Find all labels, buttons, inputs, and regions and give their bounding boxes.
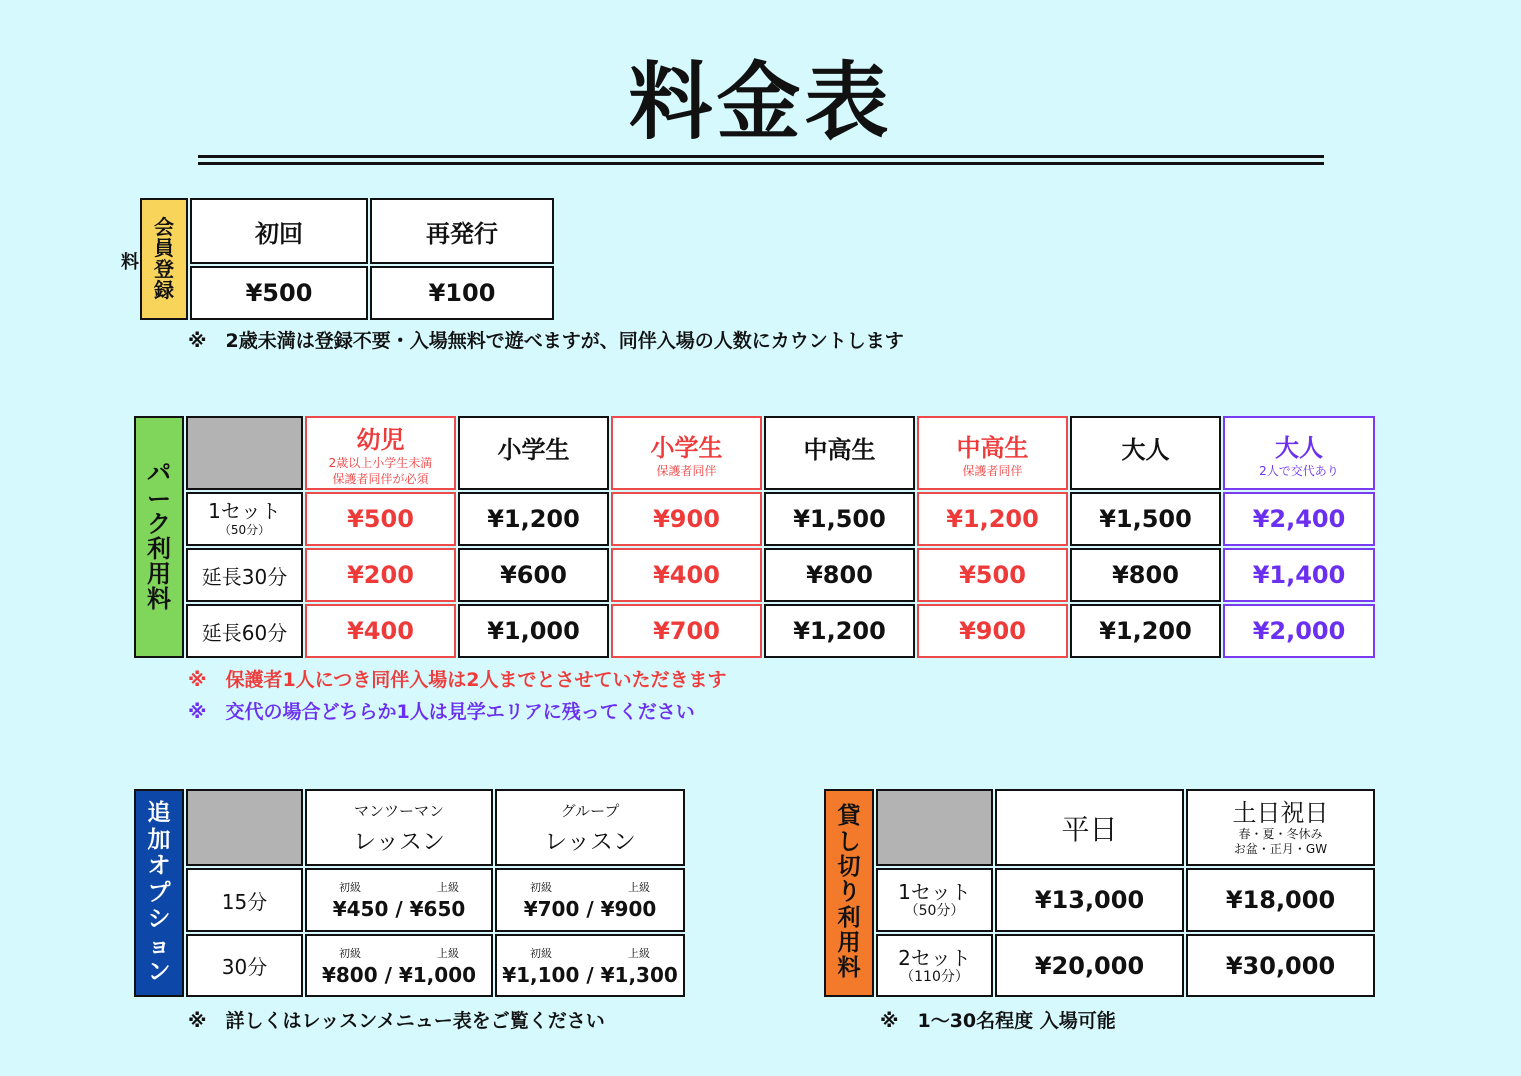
membership-side-label: [140, 198, 188, 320]
park-header-elementary-guardian: [611, 416, 762, 490]
options-price-private-30: [305, 934, 493, 997]
rental-corner-cell: [876, 789, 993, 866]
park-price: ¥800: [1070, 548, 1221, 602]
column-name: 幼児: [356, 425, 405, 454]
park-price: ¥1,200: [917, 492, 1068, 546]
options-header-group: [495, 789, 685, 866]
column-sub: 保護者同伴が必須: [332, 471, 429, 486]
column-name: 小学生: [650, 433, 723, 462]
park-price: ¥900: [917, 604, 1068, 658]
park-price: ¥1,000: [458, 604, 609, 658]
column-name: 大人: [1275, 433, 1323, 462]
park-price: ¥1,200: [458, 492, 609, 546]
side-char: 利: [147, 535, 171, 563]
row-label: 1セット: [208, 499, 281, 523]
park-price: ¥600: [458, 548, 609, 602]
options-header-private: [305, 789, 493, 866]
header-sub: お盆・正月・GW: [1233, 841, 1328, 856]
lesson-price: ¥1,100 / ¥1,300: [502, 962, 678, 987]
park-row-label-ext60: 延長60分: [186, 604, 303, 658]
rental-header-weekday: [995, 789, 1184, 866]
row-sub: （50分）: [904, 903, 965, 919]
park-price: ¥1,500: [1070, 492, 1221, 546]
column-sub: 2人で交代あり: [1259, 463, 1339, 478]
options-price-group-30: [495, 934, 685, 997]
side-char: 料: [147, 585, 171, 614]
lesson-price: ¥450 / ¥650: [332, 897, 466, 921]
column-sub: 保護者同伴: [962, 463, 1023, 478]
rental-header-holiday: [1186, 789, 1375, 866]
membership-note: ※ 2歳未満は登録不要・入場無料で遊べますが、同伴入場の人数にカウントします: [188, 330, 904, 352]
rental-row-label-2set: [876, 934, 993, 997]
options-price-private-15: [305, 868, 493, 932]
column-name: 中高生: [956, 433, 1029, 462]
column-name: 小学生: [497, 436, 570, 464]
level-low: 初級: [530, 881, 552, 894]
membership-price-reissue: ¥100: [370, 266, 554, 320]
side-char: 用: [837, 929, 861, 956]
park-corner-cell: [186, 416, 303, 490]
side-char: 追: [147, 800, 171, 827]
park-side-label: [134, 416, 184, 658]
park-price: ¥2,000: [1223, 604, 1375, 658]
side-char: 料: [837, 955, 861, 982]
column-sub: 2歳以上小学生未満: [328, 455, 433, 470]
header-sub: マンツーマン: [353, 801, 444, 820]
header-name: レッスン: [353, 828, 445, 855]
park-header-elementary: [458, 416, 609, 490]
header-name: 平日: [1061, 812, 1118, 846]
side-char: プ: [147, 879, 171, 906]
park-price: ¥400: [611, 548, 762, 602]
park-row-label-ext30: 延長30分: [186, 548, 303, 602]
membership-price-first: ¥500: [190, 266, 368, 320]
park-row-label-1set: [186, 492, 303, 546]
side-char: し: [837, 828, 861, 855]
options-side-label: [134, 789, 184, 997]
park-price: ¥500: [917, 548, 1068, 602]
side-char: 切: [837, 854, 861, 881]
side-char: 利: [837, 904, 861, 931]
rental-price: ¥18,000: [1186, 868, 1375, 932]
side-char: ー: [147, 484, 171, 513]
page-title: 料金表: [628, 53, 893, 151]
lesson-price: ¥700 / ¥900: [523, 897, 657, 921]
park-note-guardian: ※ 保護者1人につき同伴入場は2人までとさせていただきます: [188, 669, 727, 691]
level-low: 初級: [339, 946, 361, 960]
side-char: パ: [147, 459, 171, 488]
level-low: 初級: [339, 881, 361, 894]
side-char: 加: [147, 826, 171, 853]
header-sub: グループ: [560, 801, 620, 820]
level-high: 上級: [437, 881, 459, 894]
rental-price: ¥30,000: [1186, 934, 1375, 997]
column-name: 中高生: [803, 436, 876, 464]
park-price: ¥1,500: [764, 492, 915, 546]
row-sub: （110分）: [900, 968, 969, 985]
side-char: 会: [154, 215, 174, 239]
rental-side-label: [824, 789, 874, 997]
row-label: 2セット: [898, 945, 971, 970]
park-header-infant: [305, 416, 456, 490]
park-price: ¥2,400: [1223, 492, 1375, 546]
side-char: ク: [147, 509, 171, 538]
side-char: 録: [154, 278, 174, 302]
park-price: ¥200: [305, 548, 456, 602]
level-high: 上級: [628, 946, 650, 960]
level-high: 上級: [628, 881, 650, 894]
options-row-label-30: 30分: [186, 934, 303, 997]
park-price: ¥700: [611, 604, 762, 658]
options-row-label-15: 15分: [186, 868, 303, 932]
rental-row-label-1set: [876, 868, 993, 932]
side-char: 登: [154, 257, 174, 281]
park-note-swap: ※ 交代の場合どちらか1人は見学エリアに残ってください: [188, 701, 695, 723]
membership-side-outside: 料: [121, 252, 139, 273]
rental-price: ¥20,000: [995, 934, 1184, 997]
side-char: ョ: [147, 932, 171, 959]
column-name: 大人: [1121, 436, 1170, 464]
park-header-junior-high: [764, 416, 915, 490]
rental-price: ¥13,000: [995, 868, 1184, 932]
row-sub: （50分）: [218, 523, 271, 537]
options-note: ※ 詳しくはレッスンメニュー表をご覧ください: [188, 1010, 605, 1032]
park-header-adult: [1070, 416, 1221, 490]
header-name: レッスン: [544, 828, 636, 855]
park-price: ¥1,200: [764, 604, 915, 658]
membership-header-first: 初回: [190, 198, 368, 264]
side-char: 員: [154, 236, 174, 260]
park-header-adult-swap: [1223, 416, 1375, 490]
park-price: ¥1,400: [1223, 548, 1375, 602]
header-name: 土日祝日: [1232, 798, 1329, 827]
side-char: オ: [147, 853, 171, 880]
title-rule-bottom: [198, 162, 1324, 165]
column-sub: 保護者同伴: [656, 463, 717, 478]
membership-header-reissue: 再発行: [370, 198, 554, 264]
level-labels: [339, 879, 459, 895]
side-char: 用: [147, 560, 171, 589]
park-price: ¥500: [305, 492, 456, 546]
rental-note: ※ 1〜30名程度 入場可能: [880, 1010, 1116, 1032]
title-rule-top: [198, 155, 1324, 158]
options-corner-cell: [186, 789, 303, 866]
park-price: ¥900: [611, 492, 762, 546]
park-price: ¥400: [305, 604, 456, 658]
side-char: ン: [147, 959, 171, 986]
lesson-price: ¥800 / ¥1,000: [321, 962, 477, 987]
park-header-junior-high-guardian: [917, 416, 1068, 490]
header-sub: 春・夏・冬休み: [1238, 826, 1323, 841]
level-low: 初級: [530, 946, 552, 960]
level-high: 上級: [437, 946, 459, 960]
level-labels: [530, 879, 650, 895]
level-labels: [339, 945, 459, 961]
side-char: シ: [147, 906, 171, 933]
options-price-group-15: [495, 868, 685, 932]
row-label: 1セット: [898, 880, 971, 904]
side-char: り: [837, 879, 861, 906]
park-price: ¥1,200: [1070, 604, 1221, 658]
park-price: ¥800: [764, 548, 915, 602]
level-labels: [530, 945, 650, 961]
side-char: 貸: [837, 803, 861, 830]
